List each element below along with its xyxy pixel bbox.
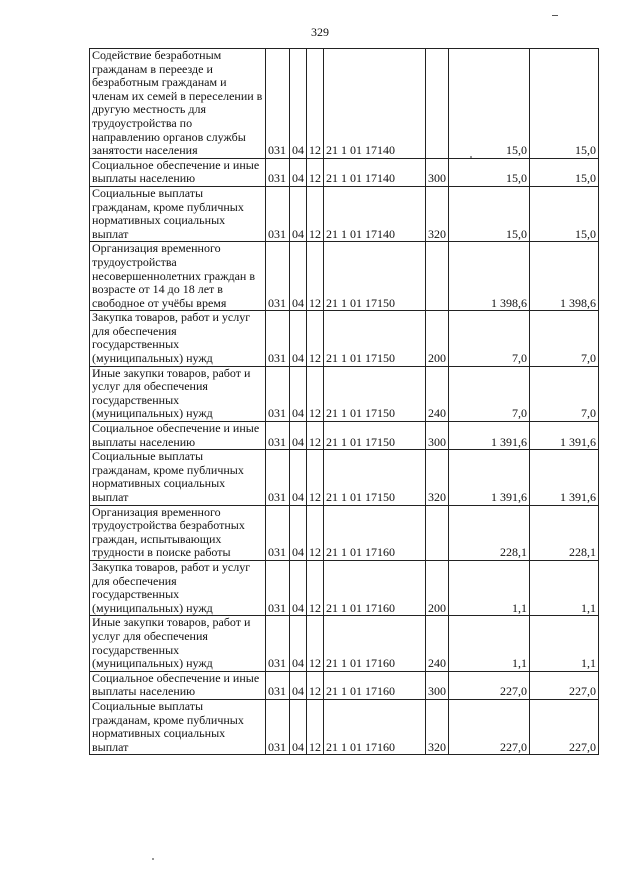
expense-name-cell: Социальное обеспечение и иные выплаты населению — [90, 158, 266, 186]
expense-type-cell: 200 — [426, 311, 449, 366]
subsection-code-cell: 12 — [307, 422, 324, 450]
scan-mark — [552, 15, 558, 16]
department-code-cell: 031 — [266, 616, 290, 671]
table-row — [90, 186, 599, 241]
section-code-cell: 04 — [290, 186, 307, 241]
amount-year-1-cell: 227,0 — [449, 671, 530, 699]
target-article-cell: 21 1 01 17160 — [324, 671, 426, 699]
target-article-cell: 21 1 01 17150 — [324, 242, 426, 311]
amount-year-1-cell: 1 398,6 — [449, 242, 530, 311]
target-article-cell: 21 1 01 17140 — [324, 158, 426, 186]
table-row — [90, 311, 599, 366]
expense-type-cell — [426, 49, 449, 159]
section-code-cell: 04 — [290, 158, 307, 186]
department-code-cell: 031 — [266, 450, 290, 505]
department-code-cell: 031 — [266, 242, 290, 311]
subsection-code-cell: 12 — [307, 186, 324, 241]
expense-type-cell: 200 — [426, 560, 449, 615]
page-number: 329 — [311, 25, 329, 39]
amount-year-1-cell: 1,1 — [449, 560, 530, 615]
table-row — [90, 366, 599, 421]
target-article-cell: 21 1 01 17140 — [324, 49, 426, 159]
amount-year-1-cell: 228,1 — [449, 505, 530, 560]
section-code-cell: 04 — [290, 450, 307, 505]
subsection-code-cell: 12 — [307, 450, 324, 505]
scan-speck — [152, 858, 154, 860]
amount-year-1-cell: 7,0 — [449, 366, 530, 421]
amount-year-2-cell: 1,1 — [530, 616, 599, 671]
target-article-cell: 21 1 01 17160 — [324, 616, 426, 671]
section-code-cell: 04 — [290, 505, 307, 560]
expense-type-cell: 300 — [426, 422, 449, 450]
amount-year-2-cell: 1 391,6 — [530, 450, 599, 505]
amount-year-2-cell: 15,0 — [530, 186, 599, 241]
expense-type-cell — [426, 505, 449, 560]
amount-year-1-cell: 1 391,6 — [449, 422, 530, 450]
department-code-cell: 031 — [266, 422, 290, 450]
subsection-code-cell: 12 — [307, 311, 324, 366]
subsection-code-cell: 12 — [307, 49, 324, 159]
department-code-cell: 031 — [266, 186, 290, 241]
expense-name-cell: Содействие безработным гражданам в переезде и безработным гражданам и членам их семей в переселении в другую местность для трудоустройства по направлению органов службы занятости населения — [90, 49, 266, 159]
amount-year-1-cell: 15,0 — [449, 186, 530, 241]
target-article-cell: 21 1 01 17140 — [324, 186, 426, 241]
expense-type-cell: 300 — [426, 158, 449, 186]
department-code-cell: 031 — [266, 366, 290, 421]
amount-year-1-cell: 1 391,6 — [449, 450, 530, 505]
expense-name-cell: Социальные выплаты гражданам, кроме публичных нормативных социальных выплат — [90, 450, 266, 505]
table-row — [90, 616, 599, 671]
expense-name-cell: Социальные выплаты гражданам, кроме публичных нормативных социальных выплат — [90, 699, 266, 754]
table-row — [90, 242, 599, 311]
table-row — [90, 505, 599, 560]
amount-year-1-cell: 7,0 — [449, 311, 530, 366]
amount-year-1-cell: 15,0 — [449, 49, 530, 159]
subsection-code-cell: 12 — [307, 699, 324, 754]
amount-year-1-cell: 1,1 — [449, 616, 530, 671]
table-row — [90, 158, 599, 186]
department-code-cell: 031 — [266, 158, 290, 186]
department-code-cell: 031 — [266, 671, 290, 699]
amount-year-2-cell: 15,0 — [530, 158, 599, 186]
section-code-cell: 04 — [290, 49, 307, 159]
expense-name-cell: Социальное обеспечение и иные выплаты населению — [90, 671, 266, 699]
target-article-cell: 21 1 01 17150 — [324, 450, 426, 505]
table-row — [90, 699, 599, 754]
table-row — [90, 450, 599, 505]
subsection-code-cell: 12 — [307, 505, 324, 560]
table-body — [90, 49, 599, 755]
table-row — [90, 560, 599, 615]
department-code-cell: 031 — [266, 49, 290, 159]
expense-name-cell: Социальное обеспечение и иные выплаты населению — [90, 422, 266, 450]
amount-year-1-cell: 15,0 — [449, 158, 530, 186]
target-article-cell: 21 1 01 17150 — [324, 311, 426, 366]
section-code-cell: 04 — [290, 311, 307, 366]
table-row — [90, 422, 599, 450]
table-row — [90, 49, 599, 159]
expense-name-cell: Организация временного трудоустройства несовершеннолетних граждан в возрасте от 14 до 18 лет в свободное от учёбы время — [90, 242, 266, 311]
expense-name-cell: Закупка товаров, работ и услуг для обеспечения государственных (муниципальных) нужд — [90, 311, 266, 366]
expense-type-cell: 240 — [426, 366, 449, 421]
amount-year-2-cell: 15,0 — [530, 49, 599, 159]
subsection-code-cell: 12 — [307, 671, 324, 699]
subsection-code-cell: 12 — [307, 242, 324, 311]
target-article-cell: 21 1 01 17160 — [324, 505, 426, 560]
table-row — [90, 671, 599, 699]
subsection-code-cell: 12 — [307, 158, 324, 186]
budget-table — [89, 48, 599, 755]
expense-name-cell: Иные закупки товаров, работ и услуг для обеспечения государственных (муниципальных) нужд — [90, 616, 266, 671]
target-article-cell: 21 1 01 17150 — [324, 366, 426, 421]
expense-type-cell: 320 — [426, 450, 449, 505]
subsection-code-cell: 12 — [307, 366, 324, 421]
amount-year-2-cell: 228,1 — [530, 505, 599, 560]
expense-name-cell: Закупка товаров, работ и услуг для обеспечения государственных (муниципальных) нужд — [90, 560, 266, 615]
expense-name-cell: Организация временного трудоустройства безработных граждан, испытывающих трудности в поиске работы — [90, 505, 266, 560]
section-code-cell: 04 — [290, 699, 307, 754]
subsection-code-cell: 12 — [307, 560, 324, 615]
section-code-cell: 04 — [290, 616, 307, 671]
amount-year-2-cell: 227,0 — [530, 699, 599, 754]
amount-year-2-cell: 1 398,6 — [530, 242, 599, 311]
expense-type-cell: 320 — [426, 699, 449, 754]
section-code-cell: 04 — [290, 366, 307, 421]
department-code-cell: 031 — [266, 311, 290, 366]
section-code-cell: 04 — [290, 560, 307, 615]
department-code-cell: 031 — [266, 560, 290, 615]
amount-year-2-cell: 1 391,6 — [530, 422, 599, 450]
section-code-cell: 04 — [290, 422, 307, 450]
amount-year-2-cell: 227,0 — [530, 671, 599, 699]
subsection-code-cell: 12 — [307, 616, 324, 671]
target-article-cell: 21 1 01 17160 — [324, 560, 426, 615]
target-article-cell: 21 1 01 17160 — [324, 699, 426, 754]
expense-name-cell: Иные закупки товаров, работ и услуг для обеспечения государственных (муниципальных) нужд — [90, 366, 266, 421]
expense-name-cell: Социальные выплаты гражданам, кроме публичных нормативных социальных выплат — [90, 186, 266, 241]
department-code-cell: 031 — [266, 699, 290, 754]
expense-type-cell: 300 — [426, 671, 449, 699]
expense-type-cell — [426, 242, 449, 311]
section-code-cell: 04 — [290, 242, 307, 311]
amount-year-2-cell: 1,1 — [530, 560, 599, 615]
expense-type-cell: 320 — [426, 186, 449, 241]
amount-year-1-cell: 227,0 — [449, 699, 530, 754]
expense-type-cell: 240 — [426, 616, 449, 671]
target-article-cell: 21 1 01 17150 — [324, 422, 426, 450]
amount-year-2-cell: 7,0 — [530, 311, 599, 366]
department-code-cell: 031 — [266, 505, 290, 560]
amount-year-2-cell: 7,0 — [530, 366, 599, 421]
section-code-cell: 04 — [290, 671, 307, 699]
